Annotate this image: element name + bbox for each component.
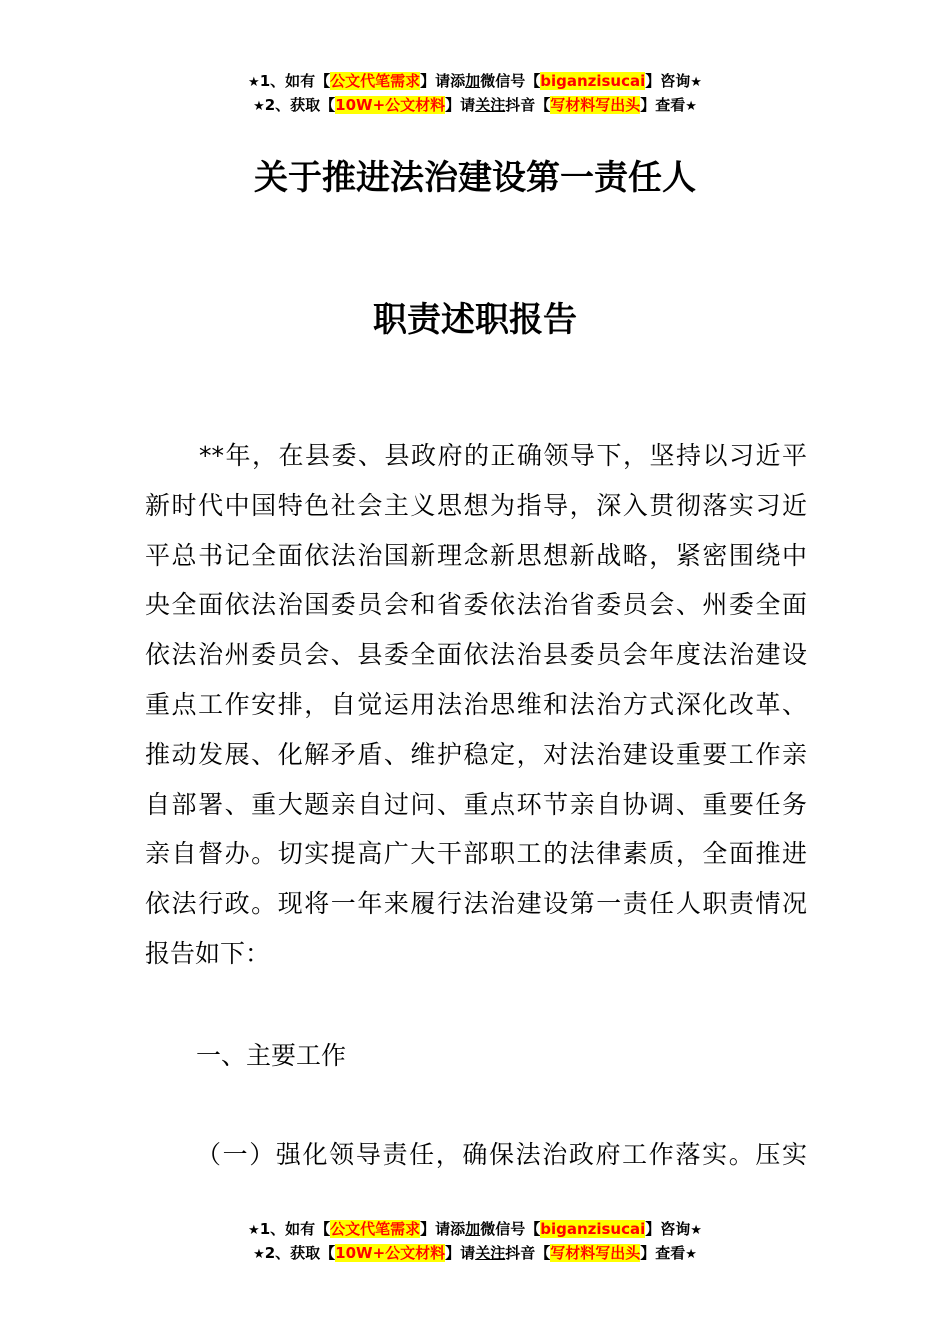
paragraph-line: 重点工作安排，自觉运用法治思维和法治方式深化改革、 [145, 689, 807, 719]
promo-underlined-text: 加 [465, 72, 481, 90]
paragraph-line: 央全面依法治国委员会和省委依法治省委员会、州委全面 [145, 590, 807, 620]
highlight-wechat-id: biganzisucai [540, 72, 646, 90]
promo-text: 】查看 [640, 1244, 686, 1262]
promo-text: 抖音【 [505, 96, 551, 114]
highlight-wechat-id: biganzisucai [540, 1220, 646, 1238]
promo-text: 抖音【 [505, 1244, 551, 1262]
promo-text: 1、如有【 [259, 1220, 331, 1238]
promo-line-1 [0, 70, 950, 94]
paragraph-line: 依法治州委员会、县委全面依法治县委员会年度法治建设 [145, 640, 807, 670]
star-icon: ★ [248, 75, 260, 90]
star-icon: ★ [690, 1223, 702, 1238]
promo-text: 】咨询 [645, 1220, 691, 1238]
promo-text: 】请 [445, 1244, 476, 1262]
section-heading: 一、主要工作 [196, 1041, 347, 1070]
promo-line-2 [0, 94, 950, 118]
star-icon: ★ [685, 99, 697, 114]
document-title-line-1: 关于推进法治建设第一责任人 [254, 158, 696, 198]
star-icon: ★ [248, 1223, 260, 1238]
promo-text: 】请 [445, 96, 476, 114]
promo-text: 2、获取【 [264, 96, 336, 114]
highlight-service: 公文代笔需求 [330, 1220, 421, 1238]
promo-underlined-text: 关注 [475, 1244, 506, 1262]
promo-text: 2、获取【 [264, 1244, 336, 1262]
highlight-materials: 10W+公文材料 [335, 1244, 446, 1262]
promo-text: 1、如有【 [259, 72, 331, 90]
star-icon: ★ [253, 99, 265, 114]
intro-paragraph [145, 431, 807, 979]
paragraph-line: 自部署、重大题亲自过问、重点环节亲自协调、重要任务 [145, 789, 807, 819]
paragraph-line: 新时代中国特色社会主义思想为指导，深入贯彻落实习近 [145, 490, 807, 520]
highlight-douyin-account: 写材料写出头 [550, 96, 641, 114]
highlight-service: 公文代笔需求 [330, 72, 421, 90]
highlight-materials: 10W+公文材料 [335, 96, 446, 114]
paragraph-line: **年，在县委、县政府的正确领导下，坚持以习近平 [199, 441, 807, 470]
promo-text: 】请添 [420, 72, 466, 90]
promo-text: 微信号【 [480, 1220, 541, 1238]
promo-line-2 [0, 1242, 950, 1266]
promo-line-1 [0, 1218, 950, 1242]
promo-text: 】咨询 [645, 72, 691, 90]
paragraph-line: 报告如下： [145, 938, 271, 968]
promo-text: 微信号【 [480, 72, 541, 90]
subsection-line: （一）强化领导责任，确保法治政府工作落实。压实 [196, 1140, 807, 1169]
promo-banner-top [0, 70, 950, 118]
promo-banner-bottom [0, 1218, 950, 1266]
paragraph-line: 平总书记全面依法治国新理念新思想新战略，紧密围绕中 [145, 540, 807, 570]
document-title-line-2: 职责述职报告 [373, 300, 577, 340]
promo-text: 】查看 [640, 96, 686, 114]
promo-text: 】请添 [420, 1220, 466, 1238]
promo-underlined-text: 加 [465, 1220, 481, 1238]
star-icon: ★ [685, 1247, 697, 1262]
promo-underlined-text: 关注 [475, 96, 506, 114]
paragraph-line: 推动发展、化解矛盾、维护稳定，对法治建设重要工作亲 [145, 739, 807, 769]
paragraph-line: 亲自督办。切实提高广大干部职工的法律素质，全面推进 [145, 839, 807, 869]
paragraph-line: 依法行政。现将一年来履行法治建设第一责任人职责情况 [145, 889, 807, 919]
highlight-douyin-account: 写材料写出头 [550, 1244, 641, 1262]
star-icon: ★ [253, 1247, 265, 1262]
star-icon: ★ [690, 75, 702, 90]
